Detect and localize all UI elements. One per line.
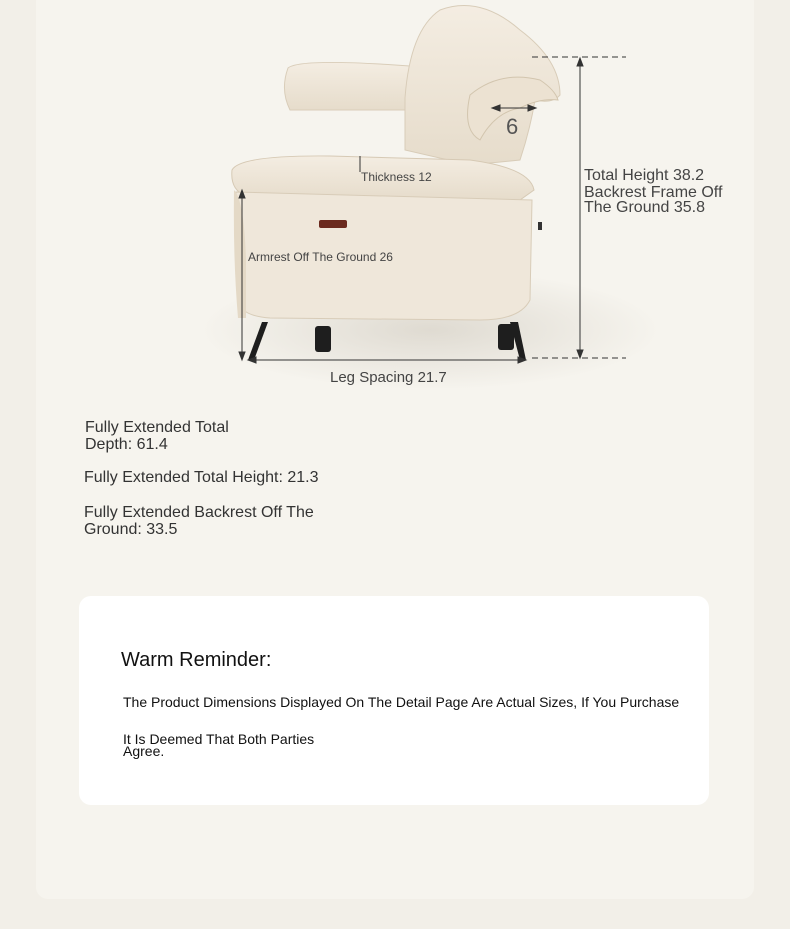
spec-extended-height: Fully Extended Total Height: 21.3 [84, 469, 319, 486]
recline-button [319, 220, 347, 228]
top-depth-value: 6 [506, 114, 519, 139]
armrest-height-label: Armrest Off The Ground 26 [248, 250, 393, 264]
spec-extended-backrest: Fully Extended Backrest Off The Ground: 33.5 [84, 504, 314, 538]
leg-spacing-label: Leg Spacing 21.7 [330, 369, 447, 386]
reminder-line-2: It Is Deemed That Both Parties Agree. [123, 731, 315, 759]
thickness-label: Thickness 12 [361, 170, 432, 184]
spec-extended-depth: Fully Extended Total Depth: 61.4 [85, 419, 229, 453]
sofa-leg-back-left [315, 326, 331, 352]
reminder-line-1: The Product Dimensions Displayed On The Detail Page Are Actual Sizes, If You Purchase [123, 694, 680, 710]
backrest-frame-label: Backrest Frame Off The Ground 35.8 [584, 184, 723, 216]
sofa-back-cushion [284, 62, 420, 110]
reminder-title: Warm Reminder: [121, 649, 272, 671]
total-height-label: Total Height 38.2 [584, 167, 705, 184]
warm-reminder-card [79, 596, 709, 805]
